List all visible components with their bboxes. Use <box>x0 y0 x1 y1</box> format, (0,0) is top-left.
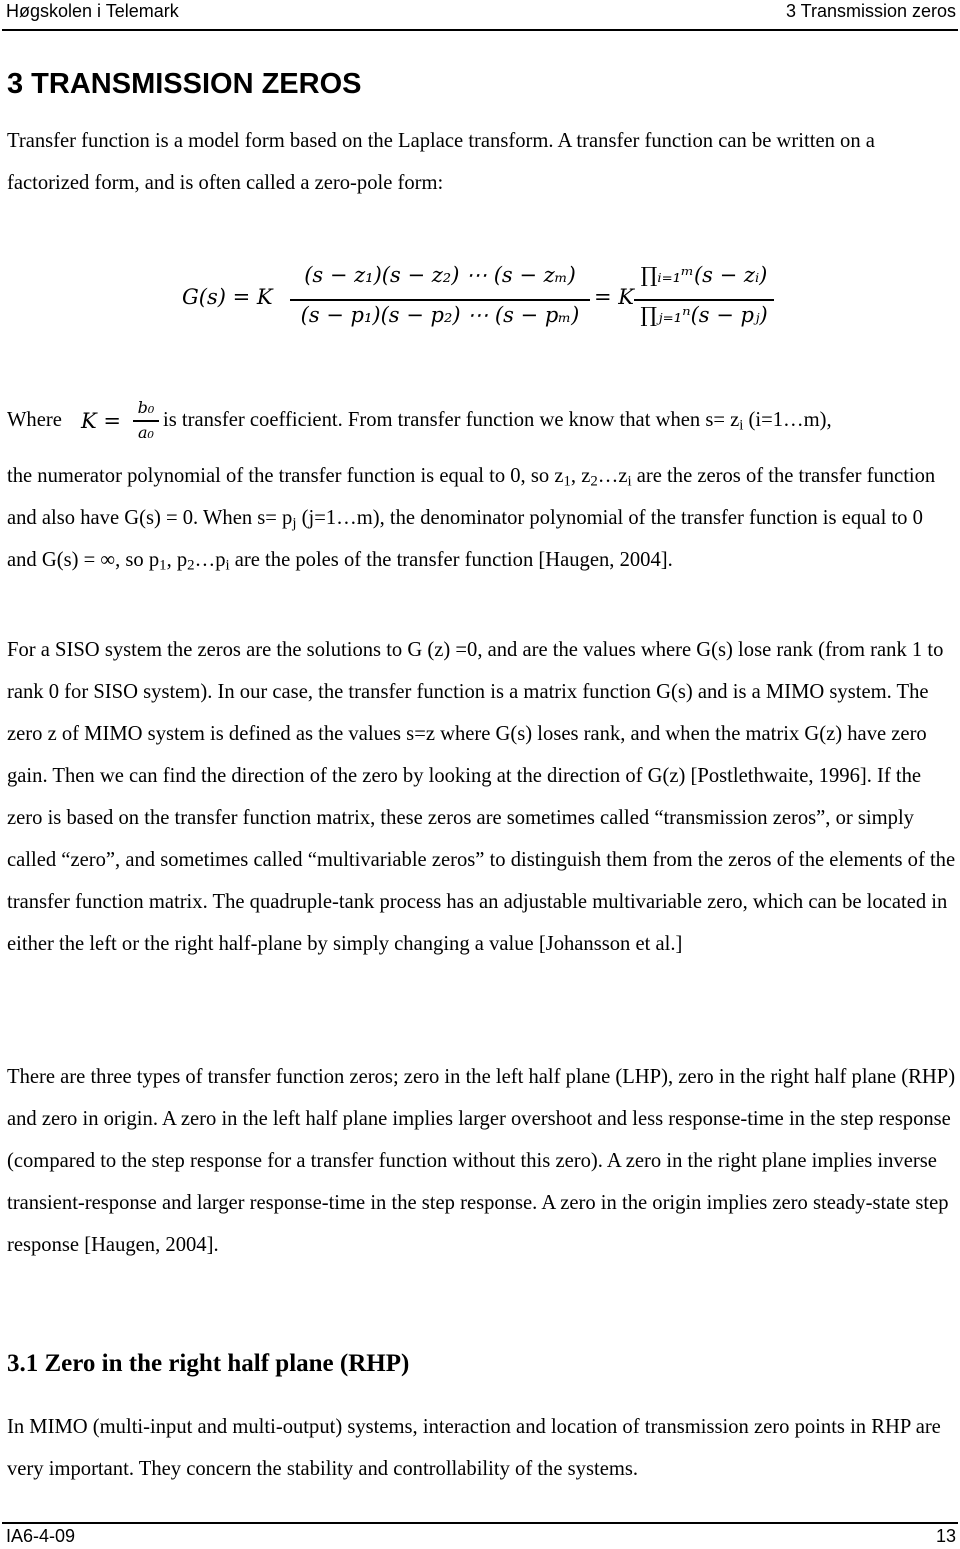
equation-fraction-line <box>290 299 590 301</box>
header-institution: Høgskolen i Telemark <box>6 1 179 21</box>
product-fraction-line <box>634 299 774 301</box>
section-title: 3 TRANSMISSION ZEROS <box>7 68 362 100</box>
product-numerator: ∏ᵢ₌₁ᵐ(s − zᵢ) <box>640 263 768 287</box>
zero-types-paragraph: There are three types of transfer function zeros; zero in the left half plane (LHP), zero in the right half plane (RHP) and zero in origin. A zero in the left half plane implies larger overshoot and less response-time in the step response (compared to the step response for a transfer function without this zero). A zero in the right plane implies inverse transient-response and larger response-time in the step response. A zero in the origin implies zero steady-state step response [Haugen, 2004]. <box>7 1066 956 1256</box>
where-text: is transfer coefficient. From transfer function we know that when $s= z_i$ (i=1…m), <box>163 409 832 434</box>
equation-numerator: (s − z₁)(s − z₂) ⋯ (s − zₘ) <box>304 263 576 287</box>
intro-paragraph: Transfer function is a model form based on the Laplace transform. A transfer function can be written on a factorized form, and is often called a zero-pole form: <box>7 130 875 194</box>
where-prefix: Where <box>7 409 62 431</box>
rhp-paragraph: In MIMO (multi-input and multi-output) systems, interaction and location of transmission zero points in RHP are very important. They concern the stability and controllability of the systems. <box>7 1416 941 1480</box>
footer-page-number: 13 <box>935 1526 956 1546</box>
equation-lhs: G(s) = K <box>182 285 273 309</box>
k-fraction-line <box>133 420 159 422</box>
siso-mimo-paragraph: For a SISO system the zeros are the solutions to G (z) =0, and are the values where G(s) lose rank (from rank 1 to rank 0 for SISO system). In our case, the transfer function is a matrix function G(s) and is a MIMO system. The zero z of MIMO system is defined as the values s=z where G(s) loses rank, and when the matrix G(z) have zero gain. Then we can find the direction of the zero by looking at the direction of G(z) [Postlethwaite, 1996]. If the zero is based on the transfer function matrix, these zeros are sometimes called “transmission zeros”, or simply called “zero”, and sometimes called “multivariable zeros” to distinguish them from the zeros of the elements of the transfer function matrix. The quadruple-tank process has an adjustable multivariable zero, which can be located in either the left or the right half-plane by simply changing a value [Johansson et al.] <box>7 639 956 955</box>
k-denominator: a₀ <box>138 423 154 442</box>
zero-pole-equation <box>182 263 782 339</box>
where-line <box>7 398 957 444</box>
header-chapter: 3 Transmission zeros <box>785 1 956 21</box>
subsection-title: 3.1 Zero in the right half plane (RHP) <box>7 1350 410 1377</box>
page-header <box>0 0 960 32</box>
footer-document-code: IA6-4-09 <box>6 1526 76 1546</box>
equation-denominator: (s − p₁)(s − p₂) ⋯ (s − pₘ) <box>300 303 580 327</box>
k-numerator: b₀ <box>137 398 155 417</box>
product-denominator: ∏ⱼ₌₁ⁿ(s − pⱼ) <box>640 303 768 327</box>
k-lhs: K = <box>81 409 121 433</box>
header-rule <box>2 29 958 31</box>
equation-equals-k: = K <box>594 285 634 309</box>
infinity-symbol: ∞ <box>100 549 116 571</box>
numerator-paragraph: the numerator polynomial of the transfer function is equal to 0, so $z_1$, $z_2\dots z_i$ are the zeros of the transfer function and also have G(s) = 0. When $s= p_j$ (j=1…m), the denominator polynomial of the transfer function is equal to 0 and G(s) = ∞, so $p_1$, $p_2\dots p_i$ are the poles of the transfer function [Haugen, 2004]. <box>7 465 936 574</box>
footer-rule <box>2 1522 958 1524</box>
